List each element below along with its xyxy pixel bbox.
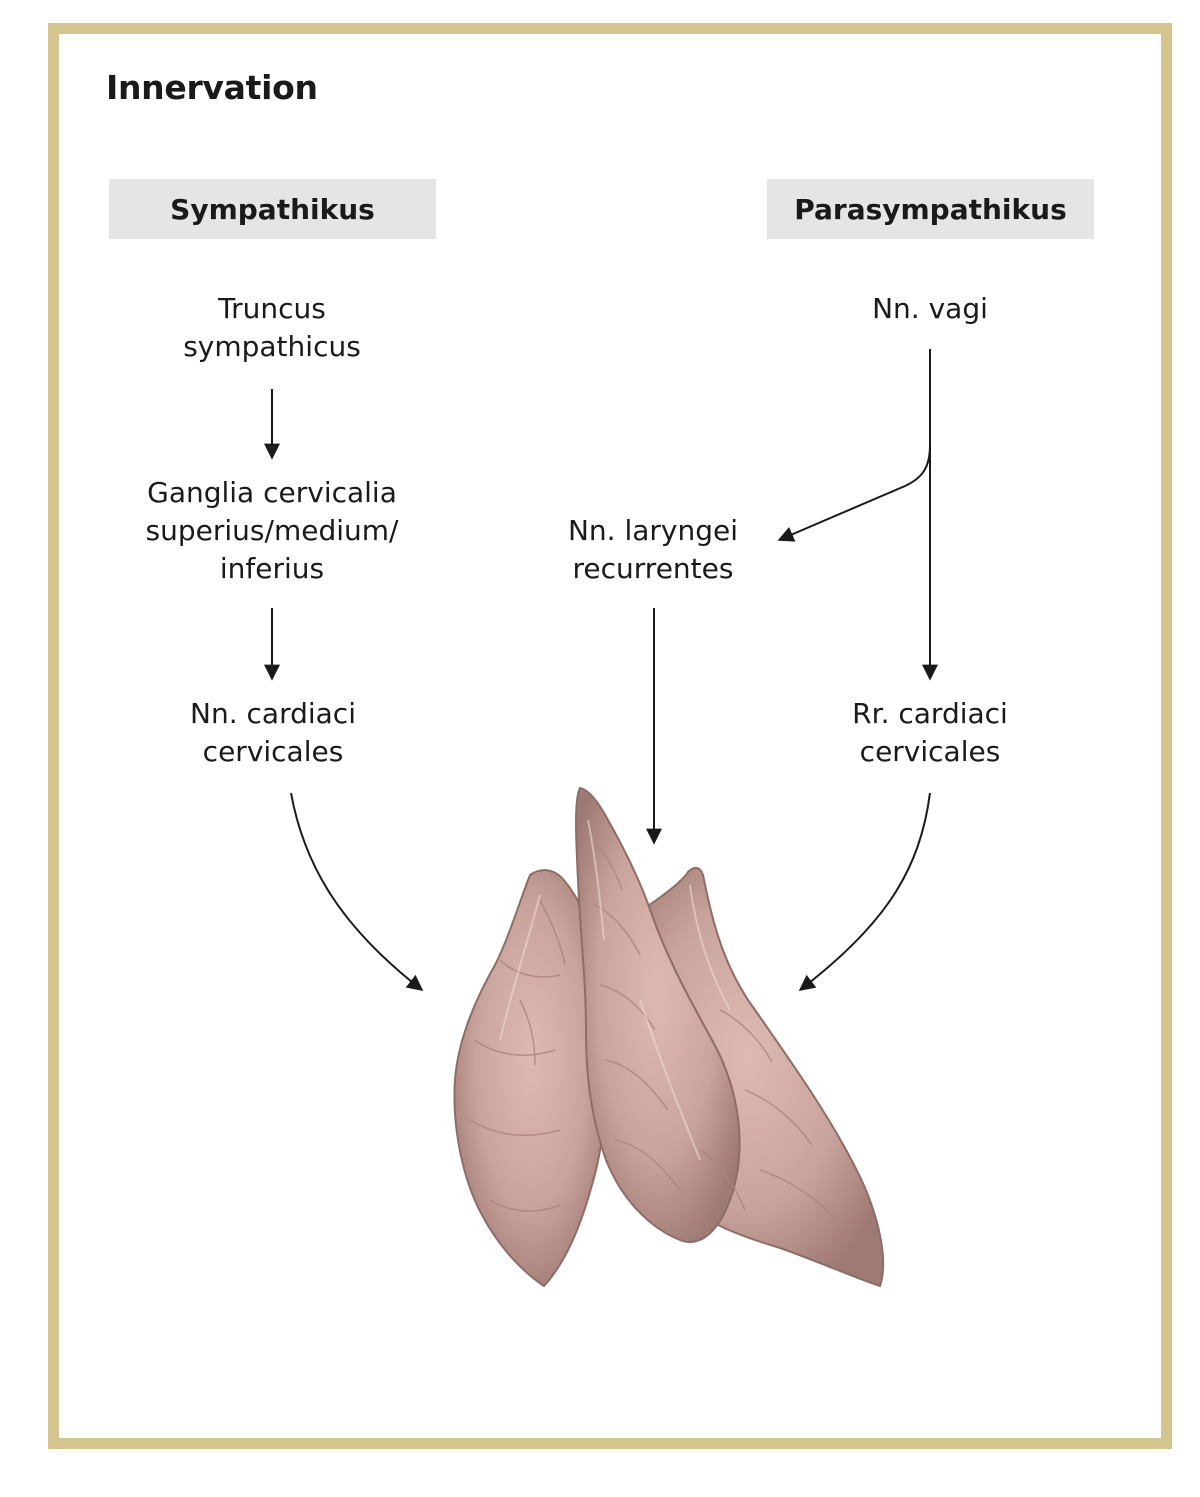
nn-vagi-label: Nn. vagi xyxy=(872,292,988,325)
ganglia-cervicalia-label: Ganglia cervicalia superius/medium/ inferius xyxy=(145,476,399,585)
nn-cardiaci-cervicales-label: Nn. cardiaci cervicales xyxy=(190,697,356,768)
nn-laryngei-recurrentes-label: Nn. laryngei recurrentes xyxy=(567,514,739,585)
sympathikus-header: Sympathikus xyxy=(109,179,436,239)
arrow-cardiaci-to-thymus xyxy=(291,793,422,990)
parasympathikus-header: Parasympathikus xyxy=(767,179,1094,239)
arrow-rr-cardiaci-to-thymus xyxy=(800,793,930,990)
figure-title: Innervation xyxy=(106,68,318,107)
truncus-sympathicus-label: Truncus sympathicus xyxy=(183,292,361,363)
rr-cardiaci-cervicales-label: Rr. cardiaci cervicales xyxy=(852,697,1008,768)
arrow-vagi-to-laryngei xyxy=(779,445,930,540)
thymus-illustration-icon xyxy=(454,788,883,1286)
